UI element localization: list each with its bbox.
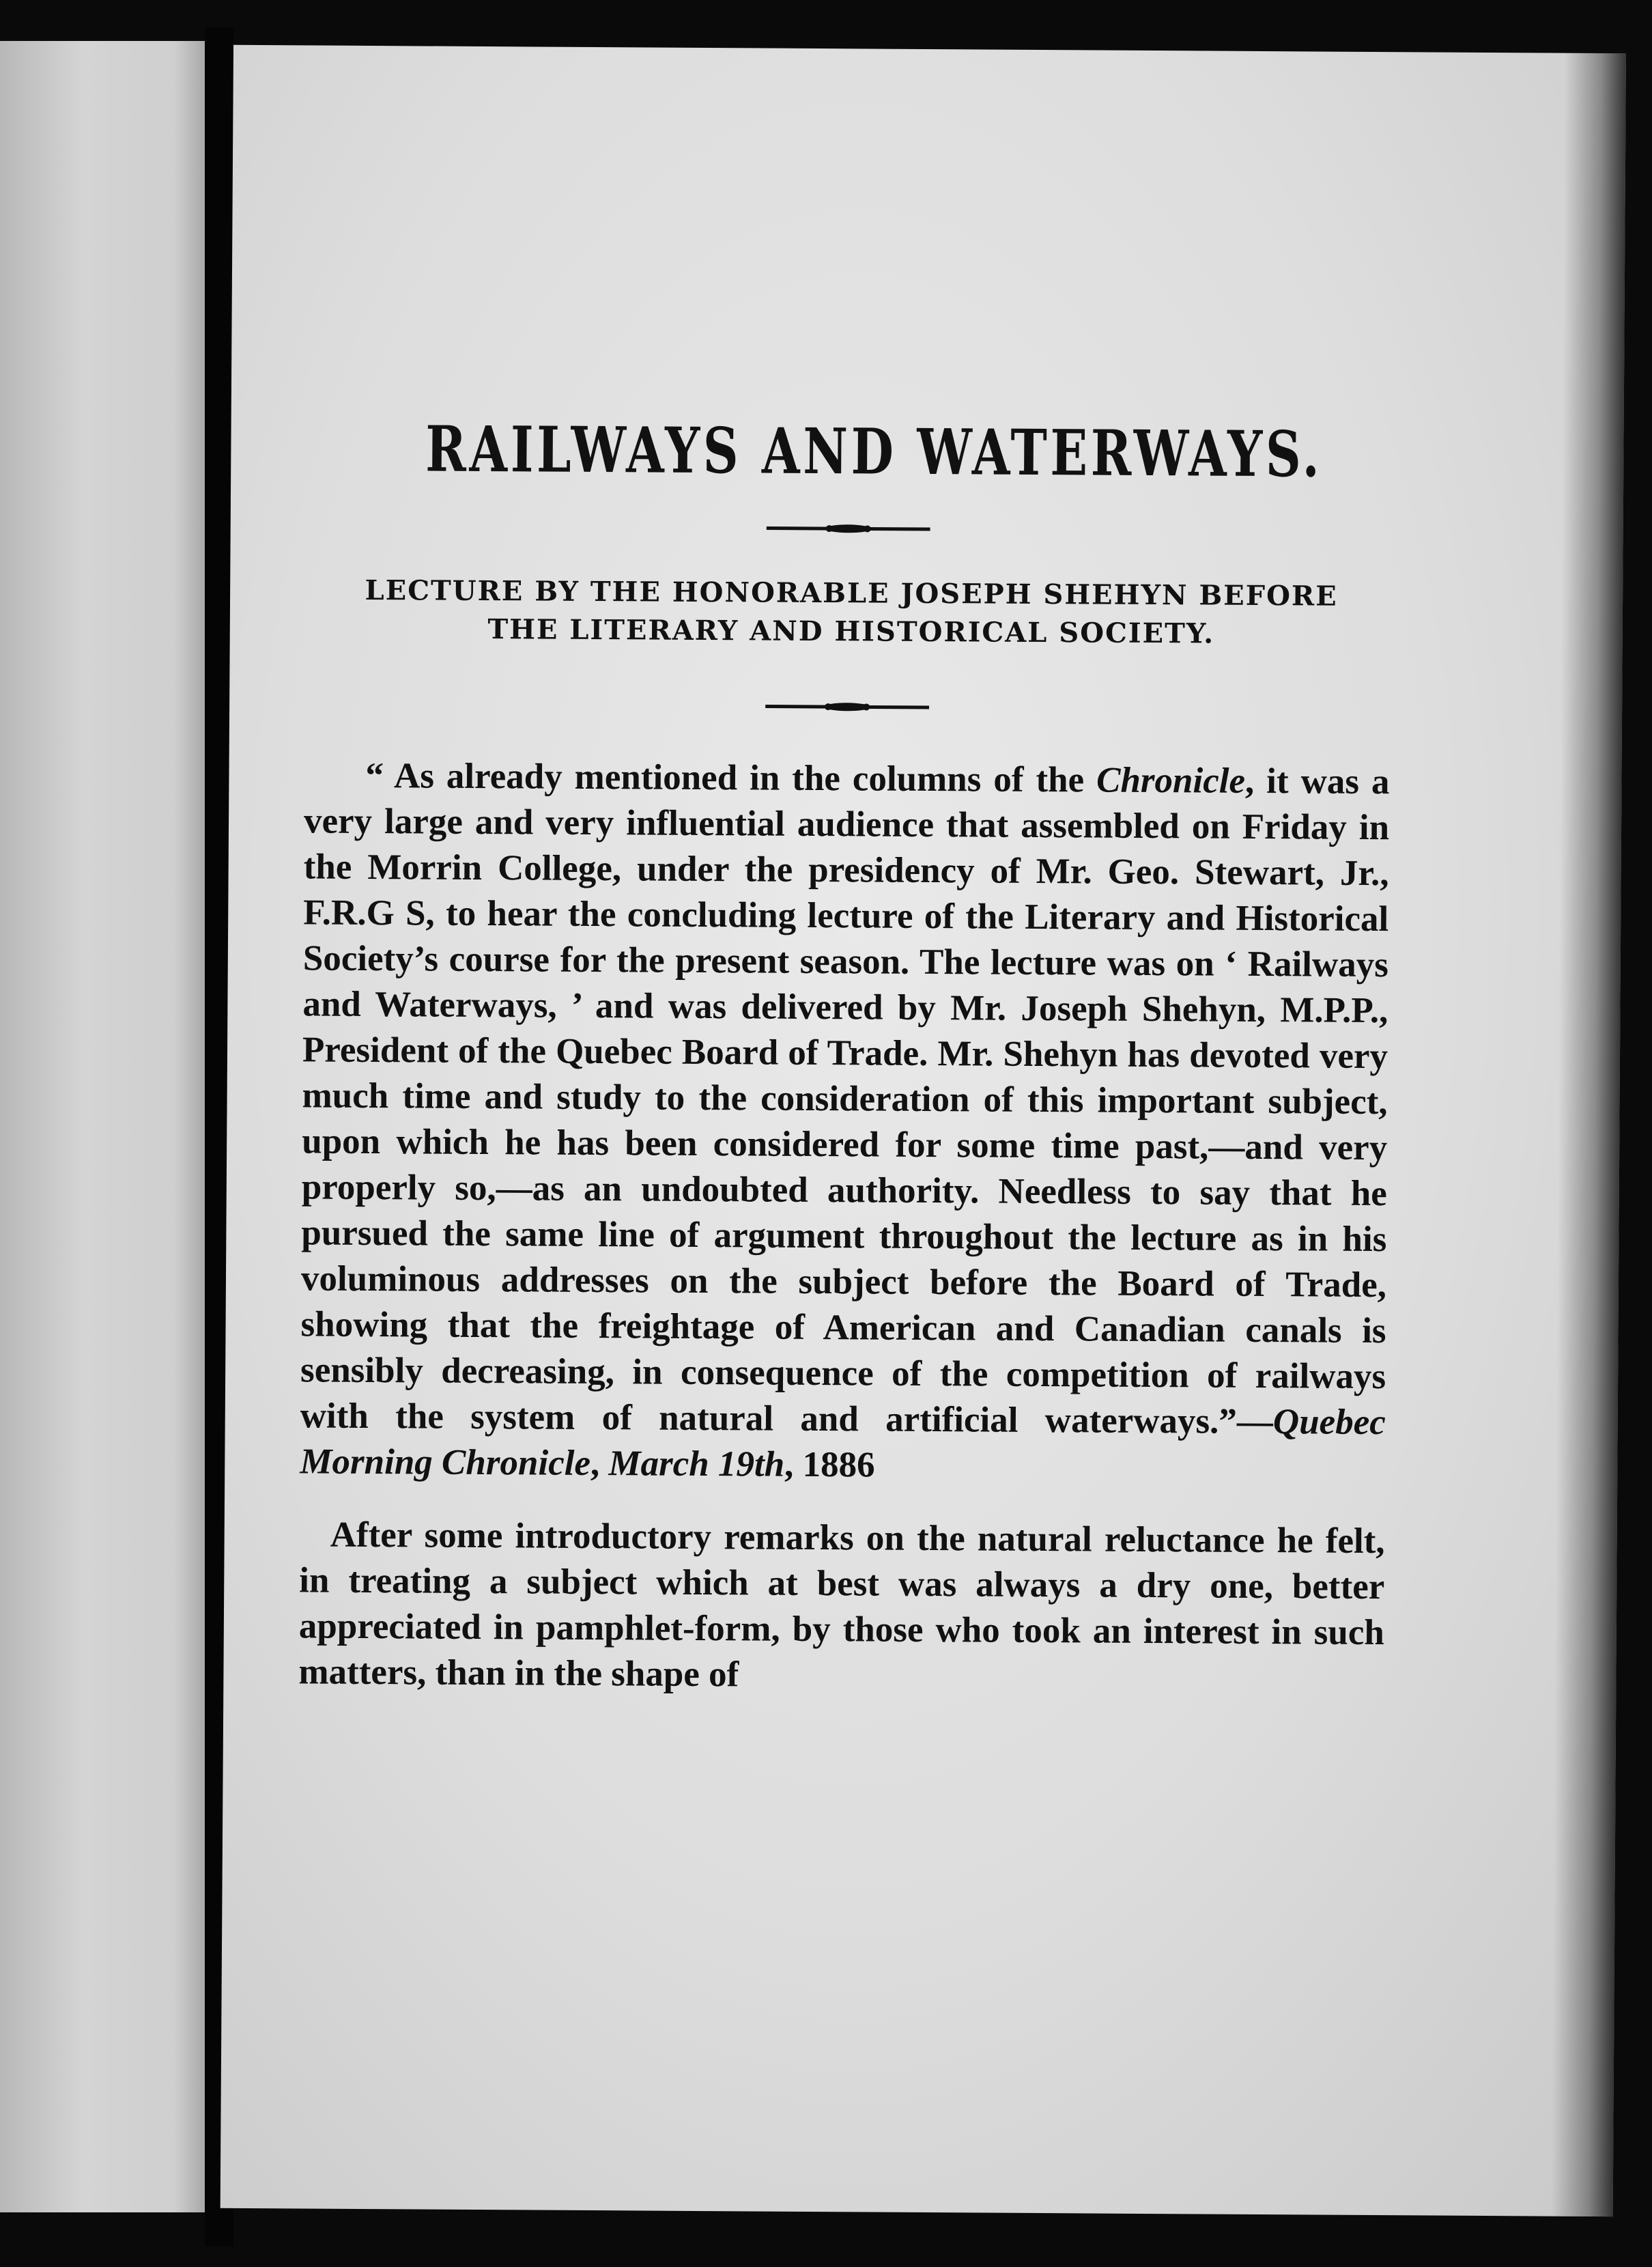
document-page bbox=[220, 45, 1626, 2216]
body-paragraph: After some introductory remarks on the natural reluctance he felt, in treating a subject which at best was always a dry one, better appreciated in pamphlet-form, by those who took an interest in such matters, than in the shape of bbox=[298, 1515, 1385, 1695]
quote-date-month: March 19 bbox=[608, 1444, 755, 1484]
page-title: RAILWAYS AND WATERWAYS. bbox=[425, 412, 1323, 492]
quote-date-suffix: th bbox=[754, 1444, 785, 1484]
subtitle-line-1: LECTURE BY THE HONORABLE JOSEPH SHEHYN BEFORE bbox=[365, 574, 1338, 612]
facing-page-edge bbox=[0, 41, 205, 2212]
page-shadow-edge bbox=[1552, 53, 1626, 2216]
page-content bbox=[298, 366, 1392, 1702]
quote-date-year: , 1886 bbox=[784, 1444, 875, 1485]
chronicle-word: Chronicle bbox=[1096, 760, 1246, 802]
ornament-rule-icon bbox=[767, 520, 930, 537]
quote-source-comma: , bbox=[590, 1444, 609, 1484]
body-text bbox=[298, 753, 1389, 1702]
quote-text-body: , it was a very large and very influential audience that assembled on Friday in the Morrin College, under the presidency of Mr. Geo. Stewart, Jr., F.R.G S, to hear the concluding lecture of the Literary and Historical Society’s course for the present season. The lecture was on ‘ Railways and Waterways, ’ and was delivered by Mr. Joseph Shehyn, M.P.P., President of the Quebec Board of Trade. Mr. Shehyn has devoted very much time and study to the consideration of this important subject, upon which he has been considered for some time past,—and very properly so,—as an undoubted authority. Needless to say that he pursued the same line of argument throughout the lecture as in his voluminous addresses on the subject before the Board of Trade, showing that the freightage of American and Canadian canals is sensibly decreasing, in consequence of the competition of railways with the system of natural and artificial waterways.”— bbox=[300, 761, 1390, 1442]
newspaper-quote bbox=[300, 753, 1390, 1492]
lecture-subtitle bbox=[278, 571, 1425, 654]
ornament-rule-icon bbox=[765, 699, 929, 716]
subtitle-line-2: THE LITERARY AND HISTORICAL SOCIETY. bbox=[487, 613, 1215, 650]
quote-source: Quebec Morning Chronicle bbox=[300, 1402, 1386, 1484]
quote-text-start: “ As already mentioned in the columns of the bbox=[365, 756, 1097, 800]
